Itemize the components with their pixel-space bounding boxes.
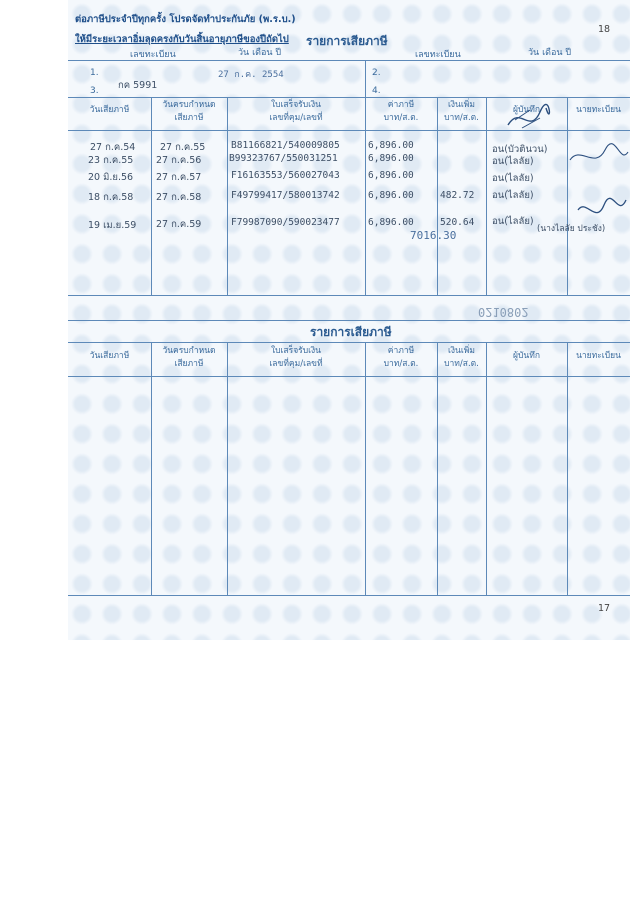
row-recorder: อน(ไลลัย) <box>492 190 534 201</box>
reg-row-2: 2. <box>372 68 381 78</box>
row-due-date: 27 ก.ค.59 <box>156 219 202 230</box>
header-receipt-2: เลขที่คุม/เลขที่ <box>269 359 323 369</box>
section-title-2: รายการเสียภาษี <box>310 325 392 339</box>
registration-stamp-date: 27 ก.ค. 2554 <box>218 70 284 80</box>
header-due-date-2: เสียภาษี <box>174 359 204 369</box>
date-label-left: วัน เดือน ปี <box>238 48 282 58</box>
registrar-note: (นางไลลัย ประชัง) <box>537 224 606 234</box>
row-pay-date: 19 เม.ย.59 <box>88 220 137 231</box>
header-extra-1: เงินเพิ่ม <box>448 100 475 110</box>
reg-label-right: เลขทะเบียน <box>415 50 461 60</box>
page-number-bottom: 17 <box>598 603 611 614</box>
row-receipt: B99323767/550031251 <box>229 153 338 164</box>
row-recorder: อน(ไลลัย) <box>492 156 534 167</box>
header-receipt-2: เลขที่คุม/เลขที่ <box>269 113 323 123</box>
serial-number: 0210802 <box>478 305 529 319</box>
reg-label-left: เลขทะเบียน <box>130 50 176 60</box>
header-extra-1: เงินเพิ่ม <box>448 346 475 356</box>
reg-row-4: 4. <box>372 86 381 96</box>
signature-mark <box>500 100 630 240</box>
row-extra: 520.64 <box>440 217 475 228</box>
header-due-date-1: วันครบกำหนด <box>162 100 216 110</box>
row-receipt: B81166821/540009805 <box>231 140 340 151</box>
row-tax: 6,896.00 <box>368 170 414 181</box>
header-extra-2: บาท/ส.ต. <box>444 113 479 123</box>
date-label-right: วัน เดือน ปี <box>528 48 572 58</box>
header-recorder: ผู้บันทึก <box>513 351 540 361</box>
header-tax-1: ค่าภาษี <box>387 100 415 110</box>
insurance-notice-line2: ให้มีระยะเวลาอิ่มลุดครงกับวันสิ้นอายุภาษีของปีถัดไป <box>75 34 289 45</box>
row-tax: 6,896.00 <box>368 140 414 151</box>
row-due-date: 27 ก.ค.58 <box>156 192 202 203</box>
handwritten-total: 7016.30 <box>410 229 457 242</box>
row-pay-date: 27 ก.ค.54 <box>90 142 136 153</box>
reg-row-1: 1. <box>90 68 99 78</box>
row-pay-date: 20 มิ.ย.56 <box>88 172 134 183</box>
header-recorder: ผู้บันทึก <box>513 105 540 115</box>
header-registrar: นายทะเบียน <box>576 351 621 361</box>
row-pay-date: 18 ก.ค.58 <box>88 192 134 203</box>
row-recorder: อน(ไลลัย) <box>492 173 534 184</box>
header-registrar: นายทะเบียน <box>576 105 621 115</box>
row-tax: 6,896.00 <box>368 190 414 201</box>
header-due-date-2: เสียภาษี <box>174 113 204 123</box>
reg-row-3: 3. <box>90 86 99 96</box>
header-extra-2: บาท/ส.ต. <box>444 359 479 369</box>
row-tax: 6,896.00 <box>368 153 414 164</box>
header-tax-2: บาท/ส.ต. <box>383 359 419 369</box>
insurance-notice-line1: ต่อภาษีประจำปีทุกครั้ง โปรดจัดทำประกันภัย (พ.ร.บ.) <box>75 14 296 25</box>
row-recorder: อน(บัวตินวน) <box>492 144 548 155</box>
header-pay-date: วันเสียภาษี <box>89 351 130 361</box>
header-tax-1: ค่าภาษี <box>387 346 415 356</box>
row-tax: 6,896.00 <box>368 217 414 228</box>
header-receipt-1: ใบเสร็จรับเงิน <box>270 346 321 356</box>
row-due-date: 27 ก.ค.55 <box>160 142 206 153</box>
page-number-top: 18 <box>598 24 611 35</box>
header-tax-2: บาท/ส.ต. <box>383 113 419 123</box>
section-title: รายการเสียภาษี <box>306 34 388 48</box>
row-pay-date: 23 ก.ค.55 <box>88 155 134 166</box>
row-extra: 482.72 <box>440 190 475 201</box>
license-plate: กค 5991 <box>118 80 158 91</box>
row-receipt: F49799417/580013742 <box>231 190 340 201</box>
header-pay-date: วันเสียภาษี <box>89 105 130 115</box>
row-recorder: อน(ไลลัย) <box>492 216 534 227</box>
header-receipt-1: ใบเสร็จรับเงิน <box>270 100 321 110</box>
row-due-date: 27 ก.ค.56 <box>156 155 202 166</box>
row-due-date: 27 ก.ค.57 <box>156 172 202 183</box>
header-due-date-1: วันครบกำหนด <box>162 346 216 356</box>
row-receipt: F79987090/590023477 <box>231 217 340 228</box>
row-receipt: F16163553/560027043 <box>231 170 340 181</box>
